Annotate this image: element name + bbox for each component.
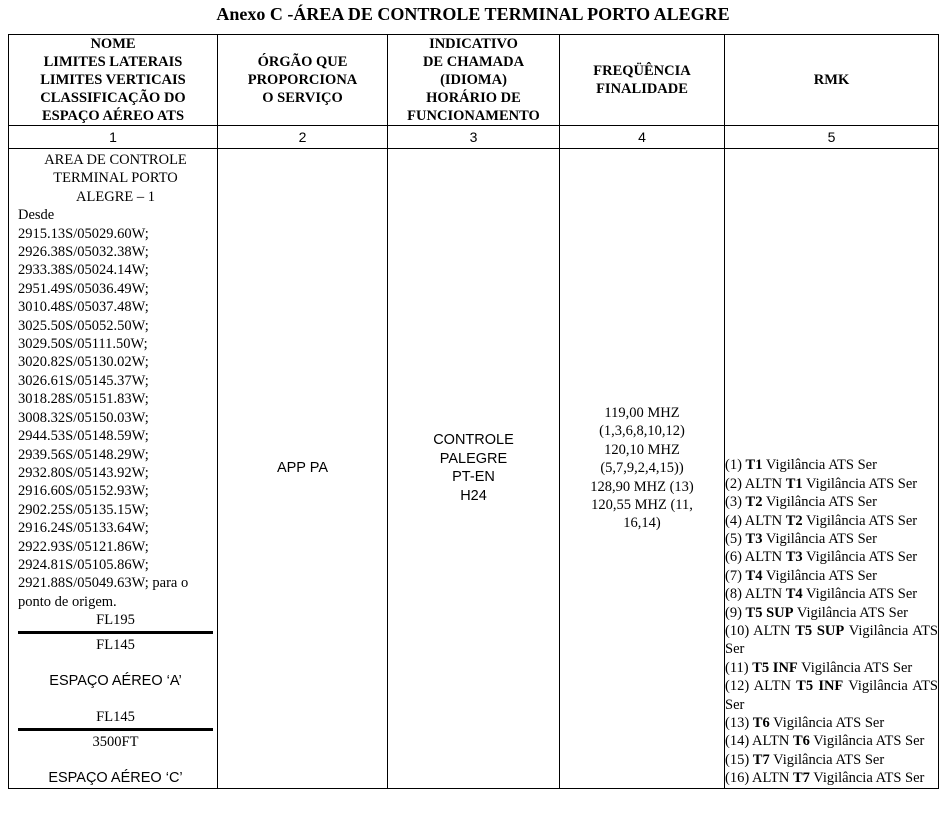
rmk-prefix: ALTN	[753, 622, 791, 639]
limit-divider	[18, 631, 213, 634]
coordinate-item: 2944.53S/05148.59W;	[18, 428, 149, 445]
rmk-text: Vigilância ATS Ser	[765, 530, 877, 547]
rmk-text: Vigilância ATS Ser	[773, 714, 885, 731]
rmk-code: T7	[752, 751, 770, 768]
airspace-class-a: ESPAÇO AÉREO ‘A’	[49, 672, 182, 689]
rmk-number: (7)	[725, 567, 742, 584]
coordinate-item: 3029.50S/05111.50W;	[18, 336, 148, 353]
rmk-prefix: ALTN	[744, 549, 783, 566]
rmk-item	[725, 714, 938, 732]
rmk-prefix: ALTN	[753, 678, 791, 695]
frequency-line: 119,00 MHZ	[604, 404, 680, 421]
service-unit: APP PA	[276, 460, 329, 477]
rmk-number: (9)	[725, 604, 742, 621]
coordinate-item: 2939.56S/05148.29W;	[18, 446, 149, 463]
rmk-text: Vigilância ATS Ser	[725, 622, 938, 658]
rmk-item	[725, 493, 938, 511]
rmk-text: Vigilância ATS Ser	[796, 604, 908, 621]
rmk-text: Vigilância ATS Ser	[773, 751, 885, 768]
header-service-unit: ÓRGÃO QUE PROPORCIONA O SERVIÇO	[218, 35, 388, 126]
frequency-line: (1,3,6,8,10,12)	[599, 423, 685, 440]
rmk-item	[725, 512, 938, 530]
frequency-line: 16,14)	[623, 515, 661, 532]
rmk-code: T4	[745, 567, 763, 584]
rmk-code: T5 SUP	[745, 604, 794, 621]
header-row	[9, 35, 939, 126]
rmk-cell	[725, 149, 939, 789]
rmk-text: Vigilância ATS Ser	[765, 494, 877, 511]
desde-label: Desde	[18, 207, 55, 224]
coordinate-item: 2924.81S/05105.86W;	[18, 556, 149, 573]
upper-limit-c: FL145	[96, 709, 135, 726]
rmk-number: (15)	[725, 751, 750, 768]
rmk-item	[725, 604, 938, 622]
rmk-code: T3	[785, 549, 803, 566]
coordinate-item: 2926.38S/05032.38W;	[18, 244, 149, 261]
coordinate-item: 2902.25S/05135.15W;	[18, 501, 149, 518]
lower-limit-a: FL145	[96, 636, 135, 653]
rmk-item	[725, 567, 938, 585]
rmk-code: T5 INF	[752, 659, 798, 676]
rmk-item	[725, 769, 938, 787]
coordinate-item: 2932.80S/05143.92W;	[18, 464, 149, 481]
rmk-text: Vigilância ATS Ser	[765, 567, 877, 584]
rmk-number: (3)	[725, 494, 742, 511]
rmk-item	[725, 530, 938, 548]
rmk-number: (14)	[725, 733, 750, 750]
rmk-number: (2)	[725, 475, 742, 492]
service-unit-cell	[218, 149, 388, 789]
rmk-item	[725, 585, 938, 603]
rmk-prefix: ALTN	[744, 512, 783, 529]
column-number: 3	[388, 126, 560, 149]
callsign-cell	[388, 149, 560, 789]
rmk-code: T6	[792, 733, 810, 750]
rmk-code: T7	[792, 770, 810, 787]
rmk-text: Vigilância ATS Ser	[806, 549, 918, 566]
area-limits-cell	[9, 149, 218, 789]
callsign-line: PT-EN	[452, 469, 495, 486]
rmk-code: T5 SUP	[795, 622, 845, 639]
rmk-text: Vigilância ATS Ser	[806, 586, 918, 603]
rmk-number: (6)	[725, 549, 742, 566]
rmk-list	[725, 456, 938, 787]
rmk-code: T1	[745, 457, 763, 474]
rmk-code: T1	[785, 475, 803, 492]
rmk-prefix: ALTN	[752, 733, 790, 750]
data-row	[9, 149, 939, 789]
rmk-number: (12)	[725, 678, 750, 695]
rmk-code: T2	[785, 512, 803, 529]
coordinate-item: 3010.48S/05037.48W;	[18, 299, 149, 316]
callsign-line: H24	[460, 487, 487, 504]
rmk-prefix: ALTN	[752, 770, 790, 787]
callsign-line: CONTROLE	[433, 432, 514, 449]
rmk-item	[725, 622, 938, 659]
airspace-class-c: ESPAÇO AÉREO ‘C’	[48, 770, 183, 787]
rmk-text: Vigilância ATS Ser	[725, 678, 938, 713]
rmk-text: Vigilância ATS Ser	[813, 770, 925, 787]
rmk-text: Vigilância ATS Ser	[806, 475, 918, 492]
rmk-prefix: ALTN	[744, 586, 783, 603]
column-number: 2	[218, 126, 388, 149]
coordinate-item: 2915.13S/05029.60W;	[18, 225, 149, 242]
frequency-line: 128,90 MHZ (13)	[590, 478, 694, 495]
coordinate-item: 2951.49S/05036.49W;	[18, 280, 149, 297]
coordinate-item: 2922.93S/05121.86W;	[18, 538, 149, 555]
coordinate-item: 2916.24S/05133.64W;	[18, 520, 149, 537]
column-number: 4	[560, 126, 725, 149]
limit-divider	[18, 728, 213, 731]
rmk-text: Vigilância ATS Ser	[801, 659, 913, 676]
airspace-table	[8, 34, 939, 789]
coordinate-item: 3020.82S/05130.02W;	[18, 354, 149, 371]
rmk-code: T3	[745, 530, 763, 547]
header-name-limits: NOME LIMITES LATERAIS LIMITES VERTICAIS CLASSIFICAÇÃO DO ESPAÇO AÉREO ATS	[9, 35, 218, 126]
coordinate-item: 3018.28S/05151.83W;	[18, 391, 149, 408]
coordinate-list	[18, 225, 213, 612]
rmk-item	[725, 548, 938, 566]
rmk-code: T2	[745, 494, 763, 511]
rmk-item	[725, 732, 938, 750]
rmk-text: Vigilância ATS Ser	[806, 512, 918, 529]
column-number-row	[9, 126, 939, 149]
rmk-code: T4	[785, 586, 803, 603]
coordinate-item: 2921.88S/05049.63W; para o ponto de origem.	[18, 575, 189, 610]
rmk-number: (1)	[725, 457, 742, 474]
coordinate-item: 2916.60S/05152.93W;	[18, 483, 149, 500]
area-name: AREA DE CONTROLE TERMINAL PORTO ALEGRE – 1	[44, 152, 187, 205]
rmk-number: (4)	[725, 512, 742, 529]
rmk-number: (8)	[725, 586, 742, 603]
rmk-number: (16)	[725, 770, 750, 787]
rmk-code: T6	[752, 714, 770, 731]
rmk-text: Vigilância ATS Ser	[765, 457, 877, 474]
column-number: 1	[9, 126, 218, 149]
header-rmk: RMK	[725, 35, 939, 126]
rmk-number: (11)	[725, 659, 749, 676]
rmk-number: (5)	[725, 530, 742, 547]
rmk-item	[725, 751, 938, 769]
coordinate-item: 2933.38S/05024.14W;	[18, 262, 149, 279]
page-title: Anexo C -ÁREA DE CONTROLE TERMINAL PORTO ALEGRE	[216, 4, 730, 24]
lower-limit-c: 3500FT	[92, 733, 139, 750]
coordinate-item: 3026.61S/05145.37W;	[18, 372, 149, 389]
callsign-line: PALEGRE	[439, 450, 508, 467]
header-frequency: FREQÜÊNCIA FINALIDADE	[560, 35, 725, 126]
rmk-number: (13)	[725, 714, 750, 731]
header-callsign: INDICATIVO DE CHAMADA (IDIOMA) HORÁRIO DE FUNCIONAMENTO	[388, 35, 560, 126]
rmk-item	[725, 659, 938, 677]
frequency-line: (5,7,9,2,4,15))	[600, 460, 684, 477]
rmk-item	[725, 677, 938, 714]
rmk-prefix: ALTN	[744, 475, 783, 492]
frequency-line: 120,55 MHZ (11,	[591, 496, 693, 513]
column-number: 5	[725, 126, 939, 149]
rmk-item	[725, 456, 938, 474]
rmk-code: T5 INF	[796, 678, 844, 695]
rmk-text: Vigilância ATS Ser	[813, 733, 925, 750]
coordinate-item: 3025.50S/05052.50W;	[18, 317, 149, 334]
frequency-cell	[560, 149, 725, 789]
rmk-number: (10)	[725, 622, 750, 639]
coordinate-item: 3008.32S/05150.03W;	[18, 409, 149, 426]
frequency-line: 120,10 MHZ	[604, 441, 680, 458]
rmk-item	[725, 475, 938, 493]
upper-limit-a: FL195	[96, 612, 135, 629]
